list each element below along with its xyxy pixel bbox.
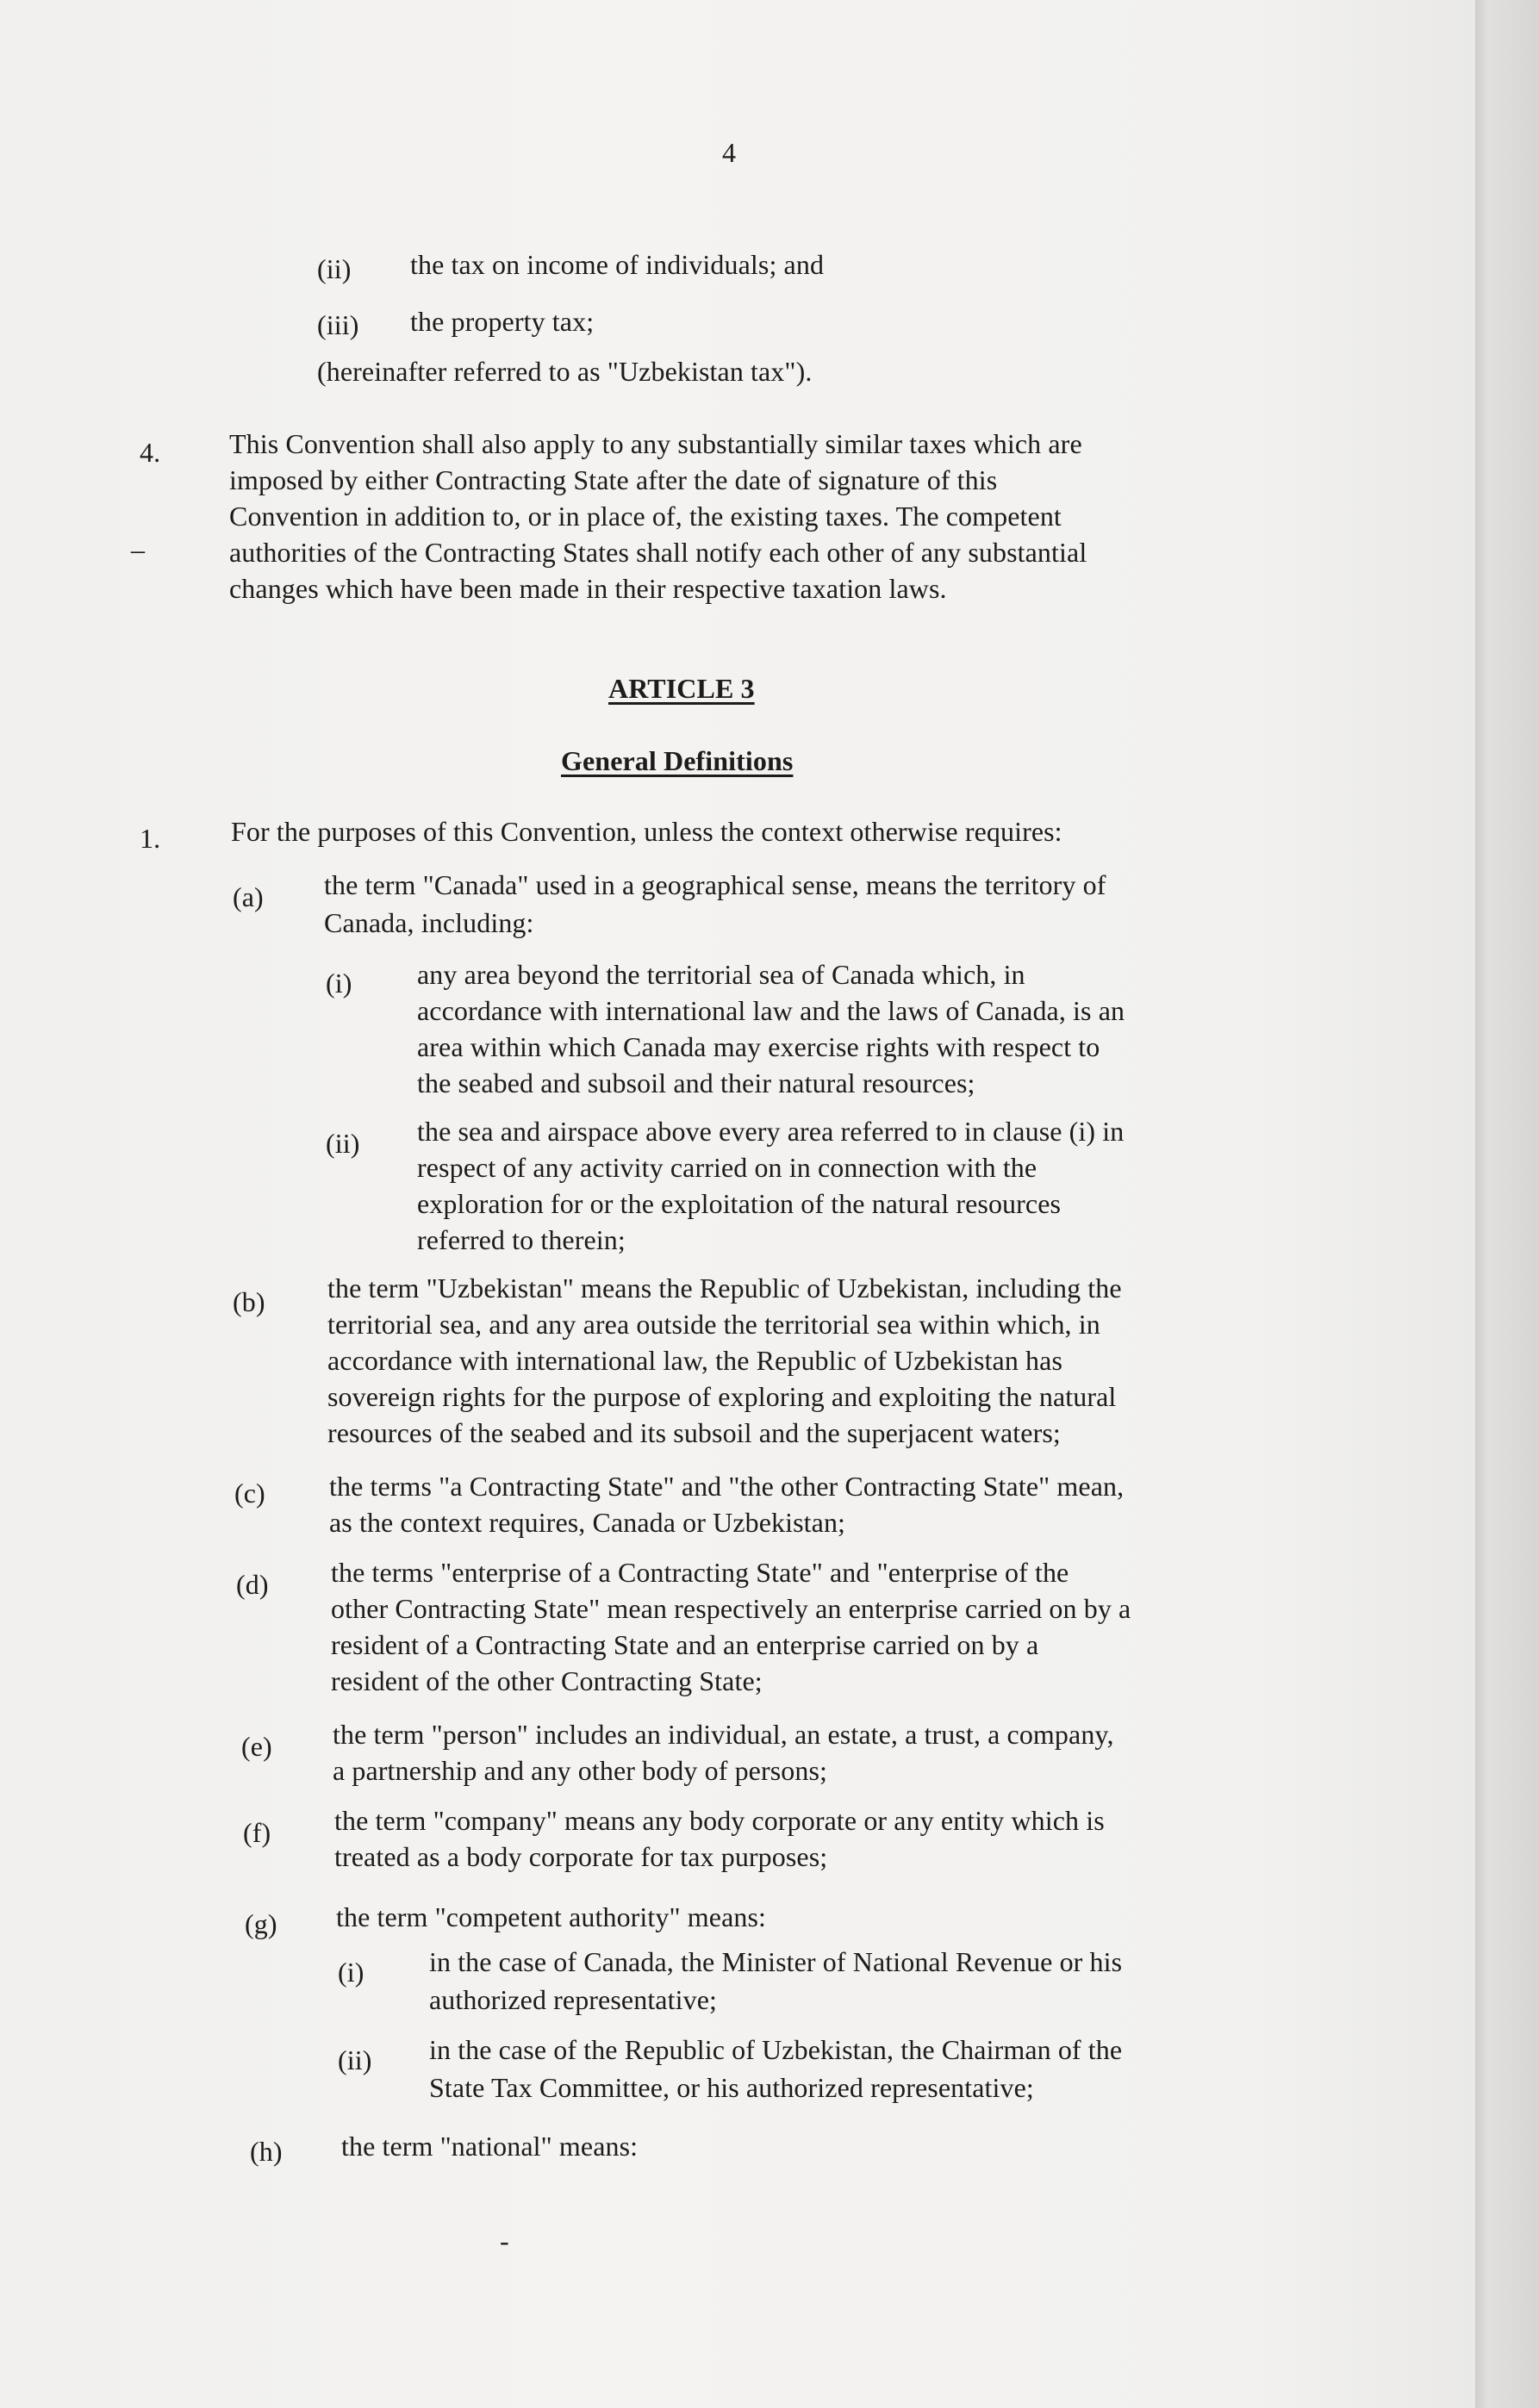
clause-text: as the context requires, Canada or Uzbekistan; — [329, 1507, 846, 1538]
subclause-number: (i) — [338, 1957, 364, 1988]
clause-letter: (c) — [234, 1478, 265, 1509]
subclause-text: area within which Canada may exercise rights with respect to — [417, 1031, 1100, 1062]
paragraph-number: 1. — [140, 823, 161, 854]
subclause-text: accordance with international law and the laws of Canada, is an — [417, 995, 1125, 1026]
clause-number: (iii) — [317, 309, 359, 340]
clause-text: other Contracting State" mean respectively an enterprise carried on by a — [331, 1593, 1131, 1624]
subclause-text: in the case of the Republic of Uzbekistan, the Chairman of the — [429, 2034, 1123, 2065]
clause-text: the term "company" means any body corporate or any entity which is — [334, 1805, 1105, 1836]
clause-letter: (a) — [233, 881, 264, 912]
clause-text: the term "national" means: — [341, 2131, 639, 2162]
subclause-text: referred to therein; — [417, 1224, 626, 1255]
subclause-text: State Tax Committee, or his authorized representative; — [429, 2072, 1034, 2103]
clause-text: a partnership and any other body of persons; — [333, 1755, 828, 1786]
section-heading: General Definitions — [561, 745, 794, 776]
clause-letter: (d) — [236, 1569, 269, 1600]
subclause-text: the seabed and subsoil and their natural resources; — [417, 1067, 975, 1098]
body-text: This Convention shall also apply to any substantially similar taxes which are — [229, 428, 1082, 459]
subclause-number: (i) — [326, 968, 352, 999]
clause-text: Canada, including: — [324, 907, 534, 938]
page-number: 4 — [722, 137, 737, 168]
paragraph-number: 4. — [140, 437, 161, 468]
clause-text: the term "Uzbekistan" means the Republic of Uzbekistan, including the — [327, 1272, 1122, 1304]
article-heading: ARTICLE 3 — [608, 673, 755, 704]
clause-text: treated as a body corporate for tax purposes; — [334, 1841, 828, 1872]
page-edge-shadow — [1475, 0, 1539, 2408]
body-text: For the purposes of this Convention, unless the context otherwise requires: — [231, 816, 1062, 847]
clause-text: territorial sea, and any area outside the territorial sea within which, in — [327, 1309, 1100, 1340]
clause-text: sovereign rights for the purpose of exploring and exploiting the natural — [327, 1381, 1117, 1412]
body-text: changes which have been made in their respective taxation laws. — [229, 573, 947, 604]
clause-text: resident of a Contracting State and an enterprise carried on by a — [331, 1629, 1039, 1660]
speck-mark: - — [500, 2225, 509, 2256]
body-text: (hereinafter referred to as "Uzbekistan tax"). — [317, 356, 813, 387]
subclause-text: any area beyond the territorial sea of Canada which, in — [417, 959, 1025, 990]
clause-letter: (b) — [233, 1286, 265, 1317]
subclause-number: (ii) — [338, 2044, 372, 2075]
clause-text: accordance with international law, the Republic of Uzbekistan has — [327, 1345, 1062, 1376]
subclause-text: in the case of Canada, the Minister of National Revenue or his — [429, 1946, 1123, 1977]
subclause-text: authorized representative; — [429, 1984, 717, 2015]
clause-text: the terms "enterprise of a Contracting State" and "enterprise of the — [331, 1557, 1069, 1588]
clause-text: resources of the seabed and its subsoil and the superjacent waters; — [327, 1417, 1061, 1448]
clause-letter: (f) — [243, 1817, 271, 1848]
subclause-text: the sea and airspace above every area referred to in clause (i) in — [417, 1116, 1125, 1147]
clause-text: the terms "a Contracting State" and "the other Contracting State" mean, — [329, 1471, 1125, 1502]
body-text: authorities of the Contracting States shall notify each other of any substantial — [229, 537, 1087, 568]
subclause-text: respect of any activity carried on in connection with the — [417, 1152, 1037, 1183]
clause-text: the term "competent authority" means: — [336, 1901, 767, 1932]
clause-text: the property tax; — [410, 306, 595, 337]
clause-letter: (e) — [241, 1731, 272, 1762]
subclause-number: (ii) — [326, 1128, 360, 1159]
body-text: imposed by either Contracting State after the date of signature of this — [229, 464, 998, 495]
clause-text: the term "Canada" used in a geographical sense, means the territory of — [324, 869, 1106, 900]
clause-number: (ii) — [317, 253, 352, 284]
clause-text: the term "person" includes an individual, an estate, a trust, a company, — [333, 1719, 1114, 1750]
margin-dash: _ — [131, 525, 145, 556]
clause-letter: (h) — [250, 2136, 283, 2167]
clause-text: the tax on income of individuals; and — [410, 249, 825, 280]
clause-text: resident of the other Contracting State; — [331, 1665, 763, 1696]
subclause-text: exploration for or the exploitation of the natural resources — [417, 1188, 1062, 1219]
clause-letter: (g) — [245, 1908, 277, 1939]
body-text: Convention in addition to, or in place of, the existing taxes. The competent — [229, 501, 1062, 532]
